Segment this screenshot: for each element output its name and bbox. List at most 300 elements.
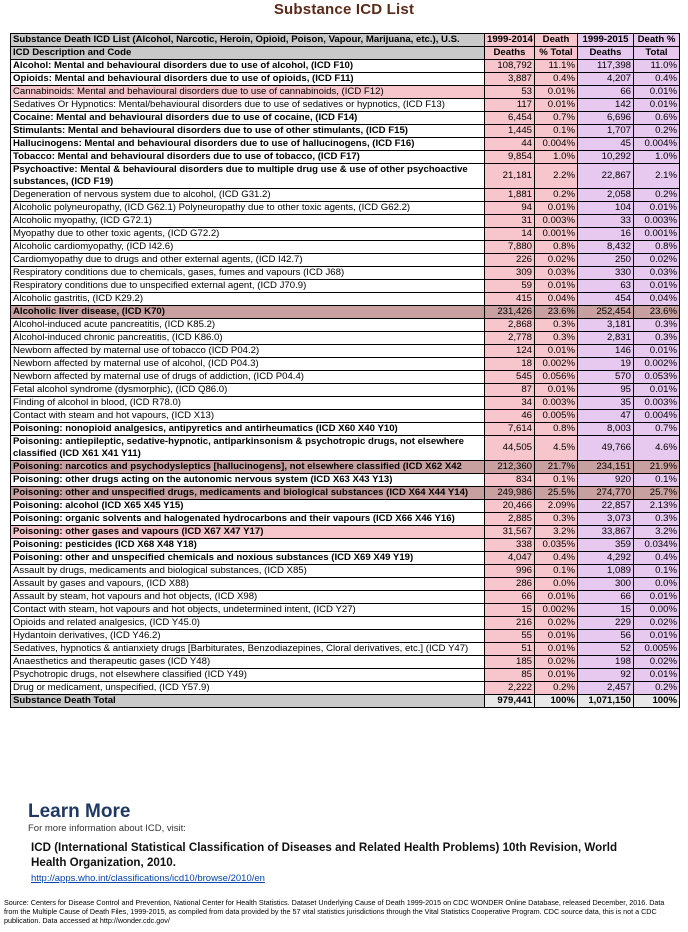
row-description: Poisoning: other gases and vapours (ICD X67 X47 Y17) xyxy=(11,526,485,539)
row-description: Cardiomyopathy due to drugs and other external agents, (ICD I42.7) xyxy=(11,254,485,267)
row-percent-2014: 0.005% xyxy=(535,410,578,423)
row-percent-2015: 0.01% xyxy=(634,630,680,643)
row-description: Stimulants: Mental and behavioural disorders due to use of other stimulants, (ICD F15) xyxy=(11,125,485,138)
table-row xyxy=(11,423,680,436)
row-deaths-2014: 309 xyxy=(485,267,535,280)
table-row xyxy=(11,345,680,358)
row-deaths-2014: 996 xyxy=(485,565,535,578)
row-deaths-2015: 10,292 xyxy=(578,151,634,164)
header-years-1999-2014: 1999-2014 xyxy=(485,34,535,47)
row-description: Newborn affected by maternal use of alcohol, (ICD P04.3) xyxy=(11,358,485,371)
row-percent-2014: 0.01% xyxy=(535,643,578,656)
row-deaths-2014: 66 xyxy=(485,591,535,604)
row-percent-2015: 21.9% xyxy=(634,461,680,474)
learn-more-subtitle: For more information about ICD, visit: xyxy=(28,823,186,834)
table-row xyxy=(11,500,680,513)
row-deaths-2015: 229 xyxy=(578,617,634,630)
row-description: Hallucinogens: Mental and behavioural disorders due to use of hallucinogens, (ICD F16) xyxy=(11,138,485,151)
row-deaths-2015: 16 xyxy=(578,228,634,241)
row-description: Alcoholic gastritis, (ICD K29.2) xyxy=(11,293,485,306)
total-percent-2014: 100% xyxy=(535,695,578,708)
row-deaths-2014: 53 xyxy=(485,86,535,99)
row-percent-2014: 0.04% xyxy=(535,293,578,306)
table-row xyxy=(11,617,680,630)
row-deaths-2014: 249,986 xyxy=(485,487,535,500)
row-percent-2014: 0.7% xyxy=(535,112,578,125)
total-label: Substance Death Total xyxy=(11,695,485,708)
row-percent-2014: 0.8% xyxy=(535,423,578,436)
row-description: Poisoning: narcotics and psychodysleptics [hallucinogens], not elsewhere classified (ICD X62 X42 xyxy=(11,461,485,474)
table-header-row xyxy=(11,34,680,47)
header-percent-total-2014: % Total xyxy=(535,47,578,60)
header-deaths-2015: Deaths xyxy=(578,47,634,60)
row-percent-2015: 4.6% xyxy=(634,436,680,461)
row-deaths-2015: 198 xyxy=(578,656,634,669)
row-percent-2014: 0.003% xyxy=(535,215,578,228)
row-deaths-2014: 124 xyxy=(485,345,535,358)
row-percent-2014: 0.01% xyxy=(535,384,578,397)
row-description: Newborn affected by maternal use of tobacco (ICD P04.2) xyxy=(11,345,485,358)
row-description: Finding of alcohol in blood, (ICD R78.0) xyxy=(11,397,485,410)
row-percent-2014: 0.01% xyxy=(535,202,578,215)
row-deaths-2014: 2,885 xyxy=(485,513,535,526)
row-percent-2015: 0.2% xyxy=(634,189,680,202)
row-percent-2015: 0.01% xyxy=(634,202,680,215)
table-row xyxy=(11,358,680,371)
row-percent-2015: 0.8% xyxy=(634,241,680,254)
row-description: Drug or medicament, unspecified, (ICD Y57.9) xyxy=(11,682,485,695)
row-percent-2015: 0.01% xyxy=(634,99,680,112)
table-row xyxy=(11,669,680,682)
row-deaths-2014: 14 xyxy=(485,228,535,241)
row-percent-2014: 3.2% xyxy=(535,526,578,539)
row-deaths-2015: 330 xyxy=(578,267,634,280)
row-description: Myopathy due to other toxic agents, (ICD G72.2) xyxy=(11,228,485,241)
row-description: Tobacco: Mental and behavioural disorders due to use of tobacco, (ICD F17) xyxy=(11,151,485,164)
row-deaths-2014: 55 xyxy=(485,630,535,643)
row-percent-2014: 2.09% xyxy=(535,500,578,513)
row-deaths-2014: 338 xyxy=(485,539,535,552)
row-description: Alcohol: Mental and behavioural disorders due to use of alcohol, (ICD F10) xyxy=(11,60,485,73)
row-percent-2014: 0.02% xyxy=(535,617,578,630)
table-row xyxy=(11,125,680,138)
row-description: Poisoning: other and unspecified drugs, medicaments and biological substances (ICD X64 X44 Y14) xyxy=(11,487,485,500)
row-deaths-2015: 2,457 xyxy=(578,682,634,695)
row-deaths-2015: 274,770 xyxy=(578,487,634,500)
row-description: Alcoholic polyneuropathy, (ICD G62.1) Polyneuropathy due to other toxic agents, (ICD G62.2) xyxy=(11,202,485,215)
table-row xyxy=(11,254,680,267)
table-subheader-row xyxy=(11,47,680,60)
row-deaths-2014: 1,881 xyxy=(485,189,535,202)
row-deaths-2014: 31 xyxy=(485,215,535,228)
table-row xyxy=(11,86,680,99)
row-description: Assault by gases and vapours, (ICD X88) xyxy=(11,578,485,591)
row-percent-2015: 0.1% xyxy=(634,565,680,578)
row-deaths-2014: 231,426 xyxy=(485,306,535,319)
row-deaths-2015: 33,867 xyxy=(578,526,634,539)
table-row xyxy=(11,643,680,656)
row-deaths-2014: 212,360 xyxy=(485,461,535,474)
row-description: Degeneration of nervous system due to alcohol, (ICD G31.2) xyxy=(11,189,485,202)
table-row xyxy=(11,215,680,228)
icd-reference-link[interactable]: http://apps.who.int/classifications/icd10/browse/2010/en xyxy=(31,873,265,884)
row-deaths-2014: 2,868 xyxy=(485,319,535,332)
row-percent-2014: 0.01% xyxy=(535,591,578,604)
row-deaths-2014: 87 xyxy=(485,384,535,397)
learn-more-heading: Learn More xyxy=(28,801,131,822)
row-deaths-2015: 22,867 xyxy=(578,164,634,189)
table-row xyxy=(11,202,680,215)
table-row xyxy=(11,682,680,695)
table-row xyxy=(11,474,680,487)
row-percent-2015: 0.4% xyxy=(634,73,680,86)
header-deaths-2014: Deaths xyxy=(485,47,535,60)
row-deaths-2014: 185 xyxy=(485,656,535,669)
row-deaths-2014: 51 xyxy=(485,643,535,656)
table-row xyxy=(11,228,680,241)
row-deaths-2015: 8,003 xyxy=(578,423,634,436)
source-note: Source: Centers for Disease Control and Prevention, National Center for Health Statistics. Dataset Underlying Cause of Death 1999-2015 on CDC WONDER Online Database, released December, 2016. Data from the Multiple Cause of Death Files, 1999-2015, as compiled from data provided by the 57 vital statistics jurisdictions through the Vital Statistics Cooperative Program. CDC source data, this is not a CDC publication. Data accessed at http://wonder.cdc.gov/ xyxy=(4,898,665,925)
table-row xyxy=(11,306,680,319)
row-description: Fetal alcohol syndrome (dysmorphic), (ICD Q86.0) xyxy=(11,384,485,397)
row-deaths-2014: 44,505 xyxy=(485,436,535,461)
row-description: Poisoning: organic solvents and halogenated hydrocarbons and their vapours (ICD X66 X46 Y16) xyxy=(11,513,485,526)
row-percent-2015: 0.00% xyxy=(634,604,680,617)
row-percent-2014: 0.1% xyxy=(535,474,578,487)
row-percent-2014: 0.003% xyxy=(535,397,578,410)
table-row xyxy=(11,319,680,332)
row-percent-2014: 0.01% xyxy=(535,86,578,99)
row-deaths-2014: 7,614 xyxy=(485,423,535,436)
row-percent-2014: 0.4% xyxy=(535,552,578,565)
table-row xyxy=(11,410,680,423)
row-deaths-2015: 3,181 xyxy=(578,319,634,332)
row-percent-2014: 0.01% xyxy=(535,99,578,112)
row-description: Alcoholic myopathy, (ICD G72.1) xyxy=(11,215,485,228)
row-description: Sedatives Or Hypnotics: Mental/behavioural disorders due to use of sedatives or hypnotics, (ICD F13) xyxy=(11,99,485,112)
row-description: Psychoactive: Mental & behavioural disorders due to multiple drug use & use of other psychoactive substances, (ICD F19) xyxy=(11,164,485,189)
table-row xyxy=(11,73,680,86)
row-description: Assault by drugs, medicaments and biological substances, (ICD X85) xyxy=(11,565,485,578)
row-deaths-2014: 415 xyxy=(485,293,535,306)
table-row xyxy=(11,487,680,500)
row-percent-2014: 4.5% xyxy=(535,436,578,461)
row-percent-2014: 0.02% xyxy=(535,254,578,267)
row-deaths-2014: 20,466 xyxy=(485,500,535,513)
row-percent-2015: 0.004% xyxy=(634,138,680,151)
row-description: Poisoning: alcohol (ICD X65 X45 Y15) xyxy=(11,500,485,513)
row-description: Alcohol-induced chronic pancreatitis, (ICD K86.0) xyxy=(11,332,485,345)
row-percent-2015: 25.7% xyxy=(634,487,680,500)
row-percent-2014: 0.4% xyxy=(535,73,578,86)
substance-icd-table xyxy=(10,33,680,708)
row-description: Poisoning: nonopioid analgesics, antipyretics and antirheumatics (ICD X60 X40 Y10) xyxy=(11,423,485,436)
row-percent-2015: 0.001% xyxy=(634,228,680,241)
table-row xyxy=(11,164,680,189)
row-deaths-2014: 117 xyxy=(485,99,535,112)
row-deaths-2014: 3,887 xyxy=(485,73,535,86)
row-description: Respiratory conditions due to unspecified external agent, (ICD J70.9) xyxy=(11,280,485,293)
row-percent-2014: 25.5% xyxy=(535,487,578,500)
header-icd-description: ICD Description and Code xyxy=(11,47,485,60)
row-deaths-2015: 52 xyxy=(578,643,634,656)
row-description: Sedatives, hypnotics & antianxiety drugs [Barbiturates, Benzodiazepines, Cloral derivatives, etc.] (ICD Y47) xyxy=(11,643,485,656)
row-percent-2014: 0.02% xyxy=(535,656,578,669)
row-percent-2015: 0.003% xyxy=(634,397,680,410)
row-deaths-2014: 15 xyxy=(485,604,535,617)
row-percent-2015: 0.2% xyxy=(634,682,680,695)
total-deaths-2015: 1,071,150 xyxy=(578,695,634,708)
row-deaths-2014: 85 xyxy=(485,669,535,682)
table-row xyxy=(11,280,680,293)
row-percent-2015: 0.3% xyxy=(634,319,680,332)
table-total-row xyxy=(11,695,680,708)
icd-reference-title: ICD (International Statistical Classification of Diseases and Related Health Problems) 10th Revision, World Health Organization, 2010. xyxy=(31,841,618,869)
row-percent-2015: 0.1% xyxy=(634,474,680,487)
row-deaths-2014: 226 xyxy=(485,254,535,267)
row-percent-2015: 0.053% xyxy=(634,371,680,384)
row-percent-2014: 0.3% xyxy=(535,332,578,345)
row-description: Alcoholic liver disease, (ICD K70) xyxy=(11,306,485,319)
row-deaths-2014: 216 xyxy=(485,617,535,630)
row-deaths-2014: 21,181 xyxy=(485,164,535,189)
table-row xyxy=(11,656,680,669)
row-deaths-2014: 46 xyxy=(485,410,535,423)
row-percent-2015: 0.2% xyxy=(634,125,680,138)
table-row xyxy=(11,112,680,125)
row-percent-2014: 0.035% xyxy=(535,539,578,552)
row-deaths-2015: 234,151 xyxy=(578,461,634,474)
row-description: Contact with steam, hot vapours and hot objects, undetermined intent, (ICD Y27) xyxy=(11,604,485,617)
row-deaths-2015: 19 xyxy=(578,358,634,371)
row-percent-2015: 2.1% xyxy=(634,164,680,189)
table-row xyxy=(11,552,680,565)
row-deaths-2014: 34 xyxy=(485,397,535,410)
total-percent-2015: 100% xyxy=(634,695,680,708)
row-percent-2015: 0.7% xyxy=(634,423,680,436)
row-deaths-2014: 834 xyxy=(485,474,535,487)
row-percent-2015: 0.005% xyxy=(634,643,680,656)
row-percent-2014: 0.1% xyxy=(535,125,578,138)
row-deaths-2014: 286 xyxy=(485,578,535,591)
row-percent-2014: 0.0% xyxy=(535,578,578,591)
row-deaths-2015: 35 xyxy=(578,397,634,410)
row-percent-2015: 0.02% xyxy=(634,617,680,630)
row-deaths-2015: 63 xyxy=(578,280,634,293)
table-row xyxy=(11,99,680,112)
table-row xyxy=(11,60,680,73)
row-deaths-2015: 6,696 xyxy=(578,112,634,125)
row-deaths-2014: 94 xyxy=(485,202,535,215)
row-percent-2015: 0.003% xyxy=(634,215,680,228)
row-description: Psychotropic drugs, not elsewhere classified (ICD Y49) xyxy=(11,669,485,682)
table-row xyxy=(11,461,680,474)
row-deaths-2014: 2,222 xyxy=(485,682,535,695)
total-deaths-2014: 979,441 xyxy=(485,695,535,708)
row-description: Respiratory conditions due to chemicals, gases, fumes and vapours (ICD J68) xyxy=(11,267,485,280)
row-deaths-2015: 4,207 xyxy=(578,73,634,86)
header-death: Death xyxy=(535,34,578,47)
row-percent-2015: 0.03% xyxy=(634,267,680,280)
row-deaths-2015: 49,766 xyxy=(578,436,634,461)
row-deaths-2015: 570 xyxy=(578,371,634,384)
row-deaths-2015: 66 xyxy=(578,591,634,604)
row-deaths-2014: 31,567 xyxy=(485,526,535,539)
header-death-percent: Death % xyxy=(634,34,680,47)
row-percent-2015: 0.01% xyxy=(634,591,680,604)
row-percent-2015: 0.0% xyxy=(634,578,680,591)
row-description: Contact with steam and hot vapours, (ICD X13) xyxy=(11,410,485,423)
row-deaths-2015: 252,454 xyxy=(578,306,634,319)
row-percent-2014: 0.002% xyxy=(535,358,578,371)
table-row xyxy=(11,189,680,202)
row-deaths-2015: 33 xyxy=(578,215,634,228)
table-row xyxy=(11,397,680,410)
table-row xyxy=(11,332,680,345)
row-description: Assault by steam, hot vapours and hot objects, (ICD X98) xyxy=(11,591,485,604)
row-percent-2015: 0.01% xyxy=(634,86,680,99)
row-percent-2015: 0.01% xyxy=(634,669,680,682)
table-row xyxy=(11,513,680,526)
table-row xyxy=(11,539,680,552)
table-row xyxy=(11,630,680,643)
row-percent-2014: 0.01% xyxy=(535,669,578,682)
row-deaths-2015: 15 xyxy=(578,604,634,617)
row-percent-2014: 0.2% xyxy=(535,682,578,695)
row-percent-2015: 0.04% xyxy=(634,293,680,306)
row-description: Opioids and related analgesics, (ICD Y45.0) xyxy=(11,617,485,630)
row-deaths-2014: 18 xyxy=(485,358,535,371)
row-description: Poisoning: pesticides (ICD X68 X48 Y18) xyxy=(11,539,485,552)
row-percent-2015: 0.02% xyxy=(634,254,680,267)
header-total-2015: Total xyxy=(634,47,680,60)
row-description: Poisoning: antiepileptic, sedative-hypnotic, antiparkinsonism & psychotropic drugs, not elsewhere classified (ICD X61 X41 Y11) xyxy=(11,436,485,461)
row-deaths-2014: 4,047 xyxy=(485,552,535,565)
row-percent-2015: 0.01% xyxy=(634,280,680,293)
row-deaths-2015: 2,058 xyxy=(578,189,634,202)
row-description: Anaesthetics and therapeutic gases (ICD Y48) xyxy=(11,656,485,669)
row-percent-2014: 21.7% xyxy=(535,461,578,474)
row-percent-2015: 2.13% xyxy=(634,500,680,513)
row-deaths-2014: 2,778 xyxy=(485,332,535,345)
row-percent-2015: 0.6% xyxy=(634,112,680,125)
row-deaths-2014: 9,854 xyxy=(485,151,535,164)
row-description: Newborn affected by maternal use of drugs of addiction, (ICD P04.4) xyxy=(11,371,485,384)
row-percent-2014: 0.03% xyxy=(535,267,578,280)
row-percent-2015: 0.034% xyxy=(634,539,680,552)
row-percent-2015: 0.004% xyxy=(634,410,680,423)
row-percent-2014: 0.01% xyxy=(535,345,578,358)
row-percent-2015: 0.01% xyxy=(634,345,680,358)
row-deaths-2015: 1,089 xyxy=(578,565,634,578)
row-percent-2014: 0.056% xyxy=(535,371,578,384)
row-deaths-2015: 92 xyxy=(578,669,634,682)
row-deaths-2015: 8,432 xyxy=(578,241,634,254)
table-row xyxy=(11,578,680,591)
row-percent-2014: 0.2% xyxy=(535,189,578,202)
row-percent-2015: 0.002% xyxy=(634,358,680,371)
row-description: Poisoning: other and unspecified chemicals and noxious substances (ICD X69 X49 Y19) xyxy=(11,552,485,565)
table-row xyxy=(11,604,680,617)
row-percent-2015: 0.4% xyxy=(634,552,680,565)
table-row xyxy=(11,526,680,539)
row-percent-2015: 3.2% xyxy=(634,526,680,539)
row-deaths-2015: 104 xyxy=(578,202,634,215)
row-percent-2014: 2.2% xyxy=(535,164,578,189)
row-deaths-2015: 142 xyxy=(578,99,634,112)
row-deaths-2015: 1,707 xyxy=(578,125,634,138)
table-row xyxy=(11,267,680,280)
row-percent-2014: 23.6% xyxy=(535,306,578,319)
row-percent-2014: 0.001% xyxy=(535,228,578,241)
row-deaths-2015: 95 xyxy=(578,384,634,397)
row-deaths-2015: 117,398 xyxy=(578,60,634,73)
row-percent-2014: 0.1% xyxy=(535,565,578,578)
row-deaths-2015: 56 xyxy=(578,630,634,643)
row-deaths-2014: 6,454 xyxy=(485,112,535,125)
row-description: Cannabinoids: Mental and behavioural disorders due to use of cannabinoids, (ICD F12) xyxy=(11,86,485,99)
row-deaths-2014: 44 xyxy=(485,138,535,151)
row-percent-2014: 1.0% xyxy=(535,151,578,164)
table-row xyxy=(11,138,680,151)
row-deaths-2015: 146 xyxy=(578,345,634,358)
row-percent-2014: 0.002% xyxy=(535,604,578,617)
row-percent-2014: 0.01% xyxy=(535,280,578,293)
row-description: Alcoholic cardiomyopathy, (ICD I42.6) xyxy=(11,241,485,254)
row-percent-2015: 11.0% xyxy=(634,60,680,73)
row-percent-2014: 0.004% xyxy=(535,138,578,151)
row-percent-2014: 11.1% xyxy=(535,60,578,73)
table-row xyxy=(11,384,680,397)
table-row xyxy=(11,565,680,578)
row-deaths-2015: 250 xyxy=(578,254,634,267)
row-percent-2015: 1.0% xyxy=(634,151,680,164)
row-deaths-2015: 300 xyxy=(578,578,634,591)
table-row xyxy=(11,241,680,254)
row-percent-2014: 0.3% xyxy=(535,319,578,332)
row-percent-2014: 0.01% xyxy=(535,630,578,643)
row-description: Poisoning: other drugs acting on the autonomic nervous system (ICD X63 X43 Y13) xyxy=(11,474,485,487)
row-deaths-2015: 2,831 xyxy=(578,332,634,345)
row-percent-2014: 0.8% xyxy=(535,241,578,254)
header-years-1999-2015: 1999-2015 xyxy=(578,34,634,47)
row-deaths-2014: 7,880 xyxy=(485,241,535,254)
row-description: Alcohol-induced acute pancreatitis, (ICD K85.2) xyxy=(11,319,485,332)
table-row xyxy=(11,151,680,164)
row-deaths-2015: 3,073 xyxy=(578,513,634,526)
row-deaths-2015: 45 xyxy=(578,138,634,151)
row-percent-2015: 0.02% xyxy=(634,656,680,669)
row-deaths-2015: 454 xyxy=(578,293,634,306)
row-deaths-2015: 22,857 xyxy=(578,500,634,513)
row-description: Cocaine: Mental and behavioural disorders due to use of cocaine, (ICD F14) xyxy=(11,112,485,125)
table-row xyxy=(11,436,680,461)
row-deaths-2014: 1,445 xyxy=(485,125,535,138)
row-percent-2015: 0.01% xyxy=(634,384,680,397)
row-percent-2014: 0.3% xyxy=(535,513,578,526)
row-deaths-2015: 66 xyxy=(578,86,634,99)
row-description: Opioids: Mental and behavioural disorders due to use of opioids, (ICD F11) xyxy=(11,73,485,86)
row-deaths-2015: 4,292 xyxy=(578,552,634,565)
row-percent-2015: 0.3% xyxy=(634,332,680,345)
page-title: Substance ICD List xyxy=(273,1,415,18)
header-table-title: Substance Death ICD List (Alcohol, Narcotic, Heroin, Opioid, Poison, Vapour, Marijuana, etc.), U.S. xyxy=(11,34,485,47)
row-deaths-2015: 47 xyxy=(578,410,634,423)
table-row xyxy=(11,371,680,384)
row-deaths-2014: 108,792 xyxy=(485,60,535,73)
row-deaths-2015: 920 xyxy=(578,474,634,487)
row-percent-2015: 0.3% xyxy=(634,513,680,526)
